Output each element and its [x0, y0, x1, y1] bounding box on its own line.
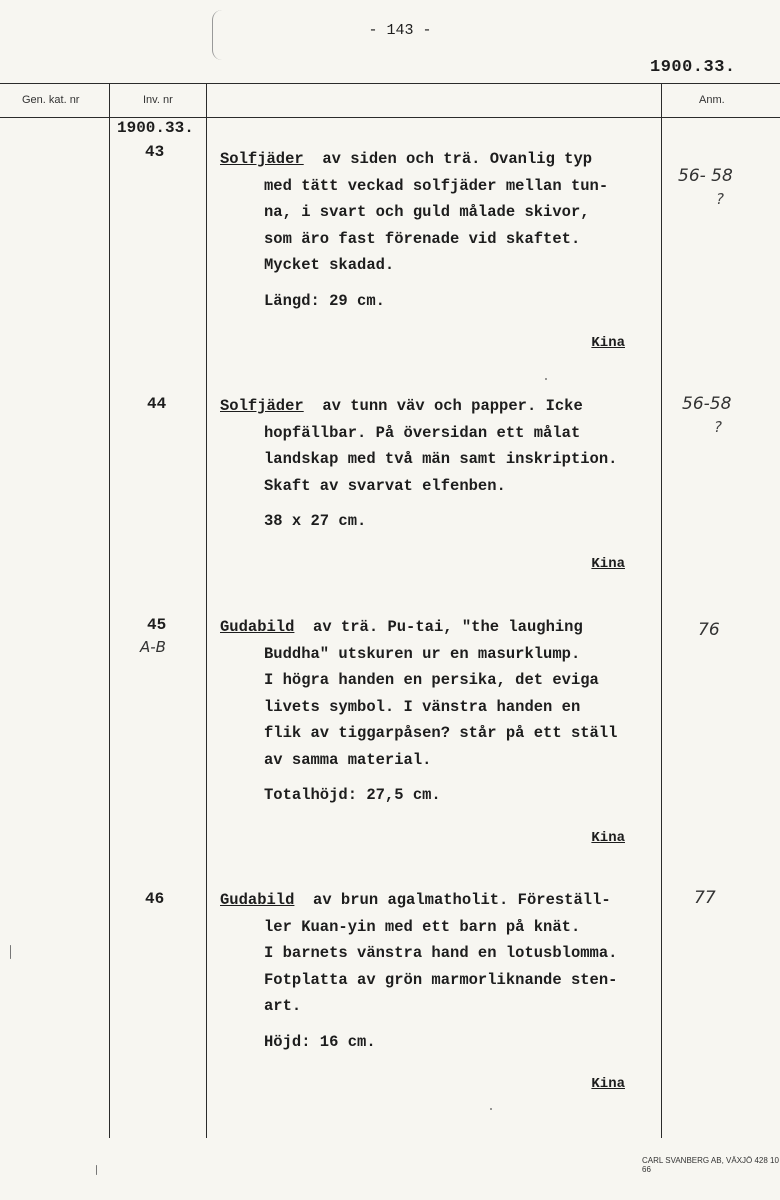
description-line: Fotplatta av grön marmorliknande sten- [264, 970, 618, 989]
entry-first-line [220, 393, 675, 420]
description-line: I högra handen en persika, det eviga [264, 671, 599, 689]
description-line: ler Kuan-yin med ett barn på knät. [264, 917, 581, 936]
scan-speck [545, 378, 547, 380]
origin: Kina [591, 1076, 625, 1092]
catalog-entry [220, 887, 675, 1098]
page-number: - 143 - [368, 22, 432, 39]
inv-number: 44 [147, 395, 167, 413]
object-term: Gudabild [220, 891, 295, 909]
scan-speck [96, 1165, 97, 1175]
measurement: 38 x 27 cm. [264, 512, 367, 530]
catalog-entry [220, 614, 675, 851]
inv-number: 43 [145, 143, 165, 161]
description-line: livets symbol. I vänstra handen en [264, 697, 581, 716]
entry-first-rest: av trä. Pu-tai, "the laughing [313, 618, 583, 636]
description-line: landskap med två män samt inskription. [264, 450, 618, 468]
description-line: med tätt veckad solfjäder mellan tun- [264, 176, 609, 195]
header-bottom-rule [0, 117, 780, 118]
object-term: Gudabild [220, 618, 295, 636]
entry-first-rest: av brun agalmatholit. Föreställ- [313, 891, 611, 909]
description-line: art. [264, 997, 302, 1015]
anm-note-query: ? [714, 418, 722, 436]
scan-speck [490, 1108, 492, 1110]
column-divider-gen-inv [109, 83, 110, 1138]
entry-first-rest: av siden och trä. Ovanlig typ [322, 150, 593, 168]
anm-note: 77 [694, 888, 716, 908]
description-line: flik av tiggarpåsen? står på ett ställ [264, 724, 618, 742]
catalog-entry [220, 146, 675, 357]
measurement: Totalhöjd: 27,5 cm. [264, 786, 441, 804]
inv-subparts: A-B [140, 638, 166, 656]
inv-number: 45 [147, 616, 167, 634]
anm-note: 76 [698, 620, 720, 640]
column-divider-inv-desc [206, 83, 207, 1138]
entry-first-rest: av tunn väv och papper. Icke [322, 397, 583, 415]
header-top-rule [0, 83, 780, 84]
measurement: Höjd: 16 cm. [264, 1032, 376, 1051]
column-header-gen-kat: Gen. kat. nr [22, 94, 80, 106]
printer-imprint: CARL SVANBERG AB, VÄXJÖ 428 10 66 [642, 1156, 779, 1174]
pencil-mark [212, 10, 227, 60]
description-line: hopfällbar. På översidan ett målat [264, 423, 581, 442]
object-term: Solfjäder [220, 397, 304, 415]
scan-speck [10, 945, 11, 959]
anm-note-query: ? [716, 190, 724, 208]
origin: Kina [591, 829, 625, 846]
anm-note: 56-58 [682, 394, 732, 414]
description-line: na, i svart och guld målade skivor, [264, 203, 590, 221]
description-line: av samma material. [264, 750, 432, 769]
description-line: Mycket skadad. [264, 256, 395, 274]
origin: Kina [591, 555, 625, 572]
description-line: Buddha" utskuren ur en masurklump. [264, 644, 581, 663]
description-line: Skaft av svarvat elfenben. [264, 476, 506, 495]
entry-first-line [220, 146, 675, 173]
description-line: som äro fast förenade vid skaftet. [264, 229, 581, 248]
origin: Kina [591, 335, 625, 351]
column-header-anm: Anm. [699, 94, 725, 106]
series-label: 1900.33. [117, 119, 194, 137]
description-line: I barnets vänstra hand en lotusblomma. [264, 944, 618, 962]
entry-first-line [220, 887, 675, 914]
catalog-entry [220, 393, 675, 577]
anm-note: 56- 58 [678, 166, 733, 186]
page-series-number: 1900.33. [650, 58, 736, 77]
entry-first-line [220, 614, 675, 641]
inv-number: 46 [145, 890, 165, 908]
measurement: Längd: 29 cm. [264, 291, 385, 310]
column-header-inv: Inv. nr [143, 94, 173, 106]
object-term: Solfjäder [220, 150, 304, 168]
